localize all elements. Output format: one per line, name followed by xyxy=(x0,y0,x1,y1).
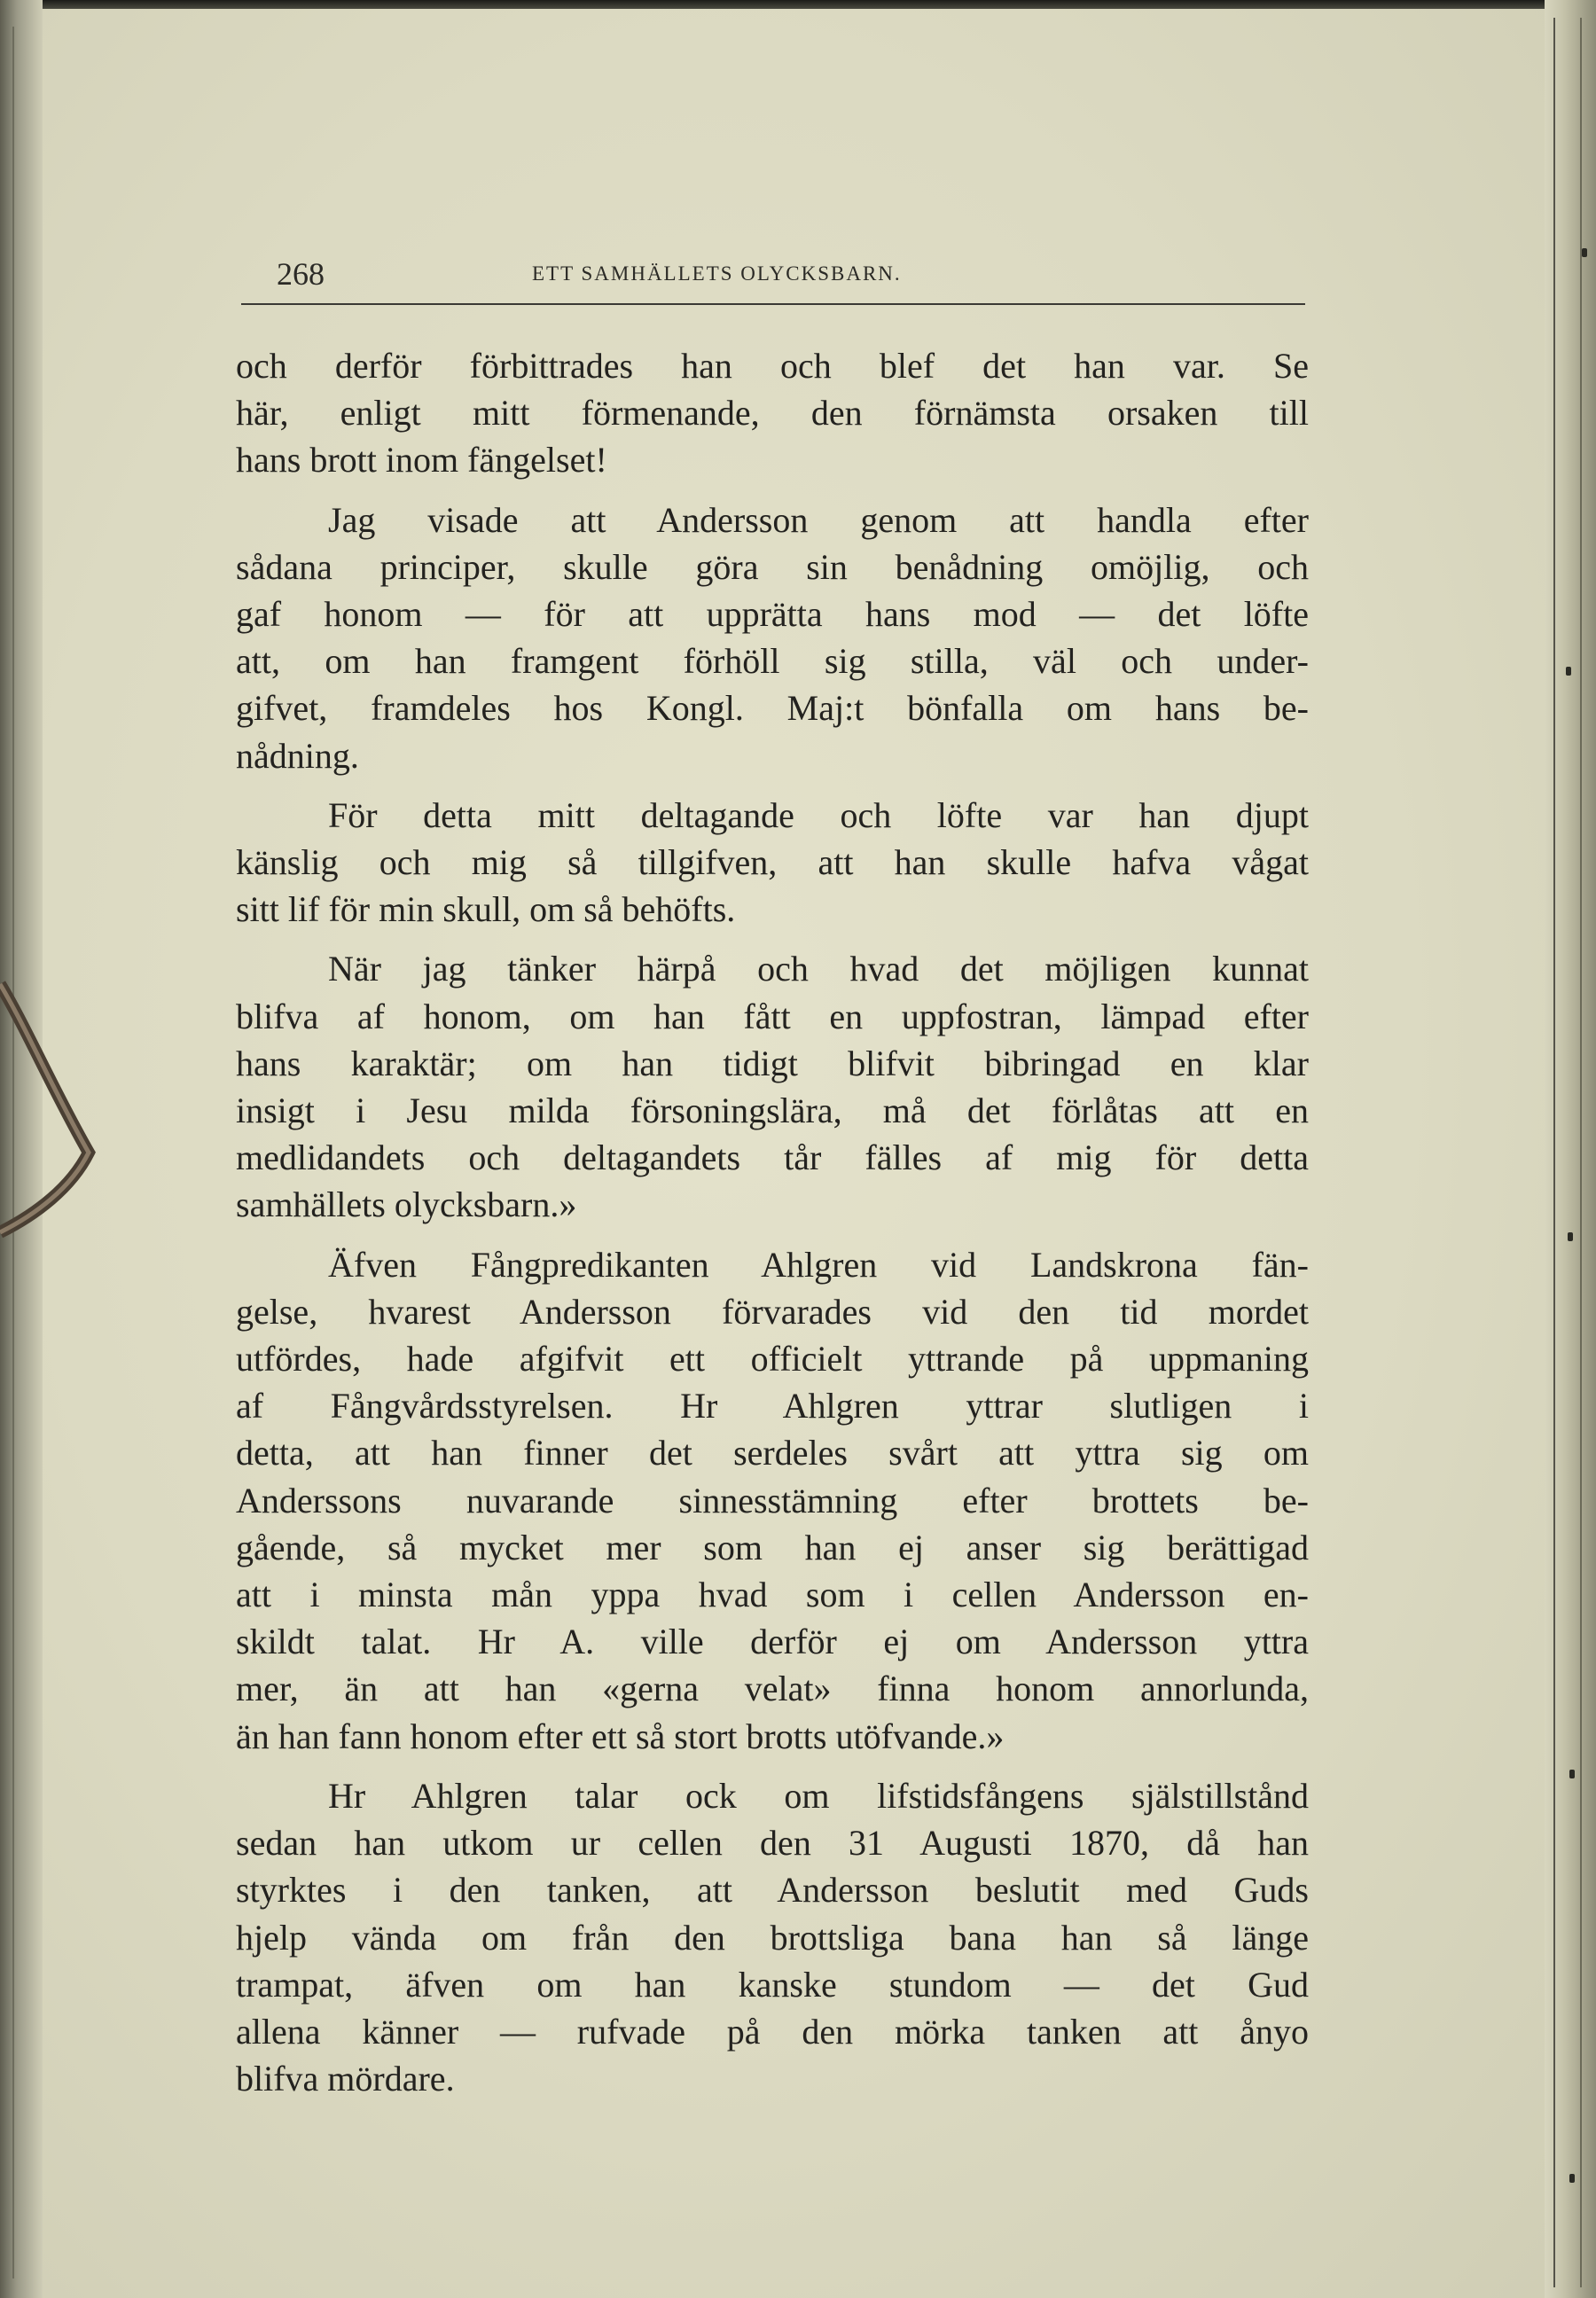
header-rule xyxy=(241,303,1305,305)
text-line: Hr Ahlgren talar ock om lifstidsfångens själstillstånd xyxy=(328,1775,1309,1816)
text-line: sedan han utkom ur cellen den 31 Augusti 1870, då han xyxy=(236,1823,1309,1864)
text-line: medlidandets och deltagandets tår fälles af mig för detta xyxy=(236,1137,1309,1178)
running-head: ETT SAMHÄLLETS OLYCKSBARN. xyxy=(532,262,902,285)
text-line: samhällets olycksbarn.» xyxy=(236,1184,577,1225)
text-line: gående, så mycket mer som han ej anser sig berättigad xyxy=(236,1527,1309,1567)
text-line: hans karaktär; om han tidigt blifvit bibringad en klar xyxy=(236,1043,1309,1083)
ribbon-bookmark xyxy=(0,949,115,1268)
paragraph xyxy=(236,1241,1309,1760)
paragraph xyxy=(236,496,1309,779)
text-line: För detta mitt deltagande och löfte var han djupt xyxy=(328,794,1309,835)
text-line: styrktes i den tanken, att Andersson beslutit med Guds xyxy=(236,1870,1309,1911)
text-line: nådning. xyxy=(236,735,359,776)
paragraph xyxy=(236,945,1309,1228)
text-line: gelse, hvarest Andersson förvarades vid den tid mordet xyxy=(236,1291,1309,1332)
text-line: sitt lif för min skull, om så behöfts. xyxy=(236,889,736,930)
scan-top-edge xyxy=(0,0,1596,9)
text-line: blifva mördare. xyxy=(236,2059,455,2099)
page-header xyxy=(239,255,1303,291)
text-line: skildt talat. Hr A. ville derför ej om Andersson yttra xyxy=(236,1622,1309,1662)
page-number: 268 xyxy=(277,256,325,292)
text-line: När jag tänker härpå och hvad det möjligen kunnat xyxy=(328,949,1309,989)
text-line: Äfven Fångpredikanten Ahlgren vid Landskrona fän- xyxy=(328,1244,1309,1285)
text-line: känslig och mig så tillgifven, att han skulle hafva vågat xyxy=(236,842,1309,883)
paragraph xyxy=(236,1772,1309,2102)
page-edges xyxy=(1545,0,1596,2298)
text-line: sådana principer, skulle göra sin benådning omöjlig, och xyxy=(236,546,1309,587)
text-line: gifvet, framdeles hos Kongl. Maj:t bönfalla om hans be- xyxy=(236,688,1309,729)
paragraph xyxy=(236,342,1309,484)
text-line: insigt i Jesu milda försoningslära, må det förlåtas att en xyxy=(236,1090,1309,1131)
text-line: blifva af honom, om han fått en uppfostran, lämpad efter xyxy=(236,996,1309,1036)
text-line: hjelp vända om från den brottsliga bana han så länge xyxy=(236,1917,1309,1958)
text-line: detta, att han finner det serdeles svårt att yttra sig om xyxy=(236,1433,1309,1473)
text-line: mer, än att han «gerna velat» finna honom annorlunda, xyxy=(236,1669,1309,1709)
text-line: allena känner — rufvade på den mörka tanken att ånyo xyxy=(236,2011,1309,2052)
text-line: utfördes, hade afgifvit ett officielt yttrande på uppmaning xyxy=(236,1339,1309,1380)
text-line: gaf honom — för att upprätta hans mod — det löfte xyxy=(236,594,1309,635)
text-line: Anderssons nuvarande sinnesstämning efter brottets be- xyxy=(236,1480,1309,1520)
text-line: trampat, äfven om han kanske stundom — det Gud xyxy=(236,1964,1309,2005)
text-line: hans brott inom fängelset! xyxy=(236,440,607,481)
body-text xyxy=(236,342,1309,2102)
text-line: att i minsta mån yppa hvad som i cellen Andersson en- xyxy=(236,1575,1309,1615)
paragraph xyxy=(236,792,1309,934)
text-line: att, om han framgent förhöll sig stilla, väl och under- xyxy=(236,641,1309,682)
text-line: här, enligt mitt förmenande, den förnämsta orsaken till xyxy=(236,393,1309,434)
text-line: och derför förbittrades han och blef det han var. Se xyxy=(236,346,1309,386)
text-line: än han fann honom efter ett så stort brotts utöfvande.» xyxy=(236,1716,1005,1756)
text-line: af Fångvårdsstyrelsen. Hr Ahlgren yttrar slutligen i xyxy=(236,1386,1309,1426)
text-line: Jag visade att Andersson genom att handla efter xyxy=(328,499,1309,540)
